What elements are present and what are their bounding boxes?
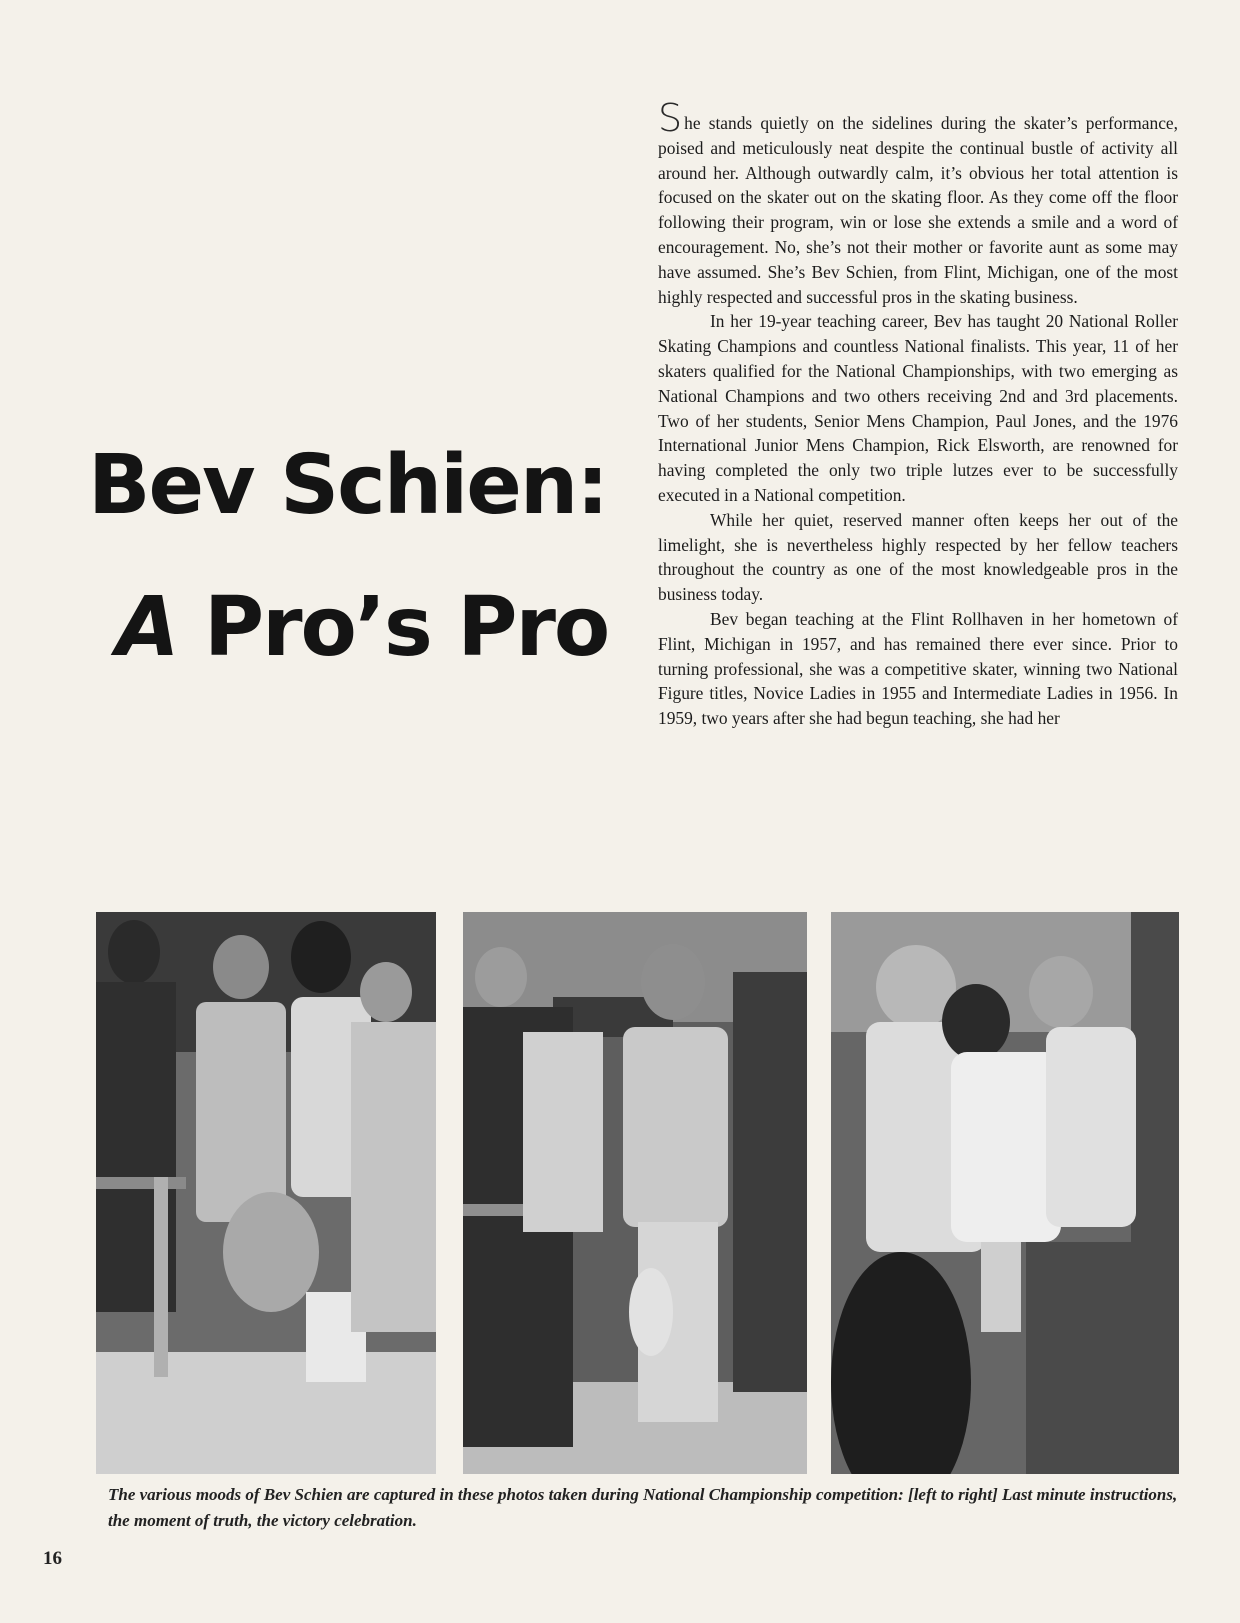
article-paragraph: In her 19-year teaching career, Bev has taught 20 National Roller Skating Champions and countless National finalists. This year, 11 of her skaters qualified for the National Championships, with two emerging as National Champions and two others receiving 2nd and 3rd placements. Two of her students, Senior Mens Champion, Paul Jones, and the 1976 International Junior Mens Champion, Rick Elsworth, are renowned for having completed the only two triple lutzes ever to be successfully executed in a National competition. — [658, 311, 1178, 505]
photo-caption: The various moods of Bev Schien are captured in these photos taken during National Championship competition: [left to right] Last minute instructions, the moment of truth, the victory celebration. — [108, 1485, 1178, 1530]
title-line-2-lead: A — [116, 580, 178, 675]
article-title — [88, 415, 648, 699]
drop-cap: S — [658, 96, 683, 140]
photo-victory-celebration — [831, 912, 1179, 1474]
article-paragraph: Bev began teaching at the Flint Rollhaven in her hometown of Flint, Michigan in 1957, and has remained there ever since. Prior to turning professional, she was a competitive skater, winning two National Figure titles, Novice Ladies in 1955 and Intermediate Ladies in 1956. In 1959, two years after she had begun teaching, she had her — [658, 608, 1178, 729]
article-paragraph: While her quiet, reserved manner often keeps her out of the limelight, she is nevertheless highly respected by her fellow teachers throughout the country as one of the most knowledgeable pros in the business today. — [658, 509, 1178, 605]
page-number: 16 — [43, 1548, 62, 1569]
photo-last-minute-instructions — [96, 912, 436, 1474]
article-paragraph — [658, 96, 1178, 309]
paragraph-text: he stands quietly on the sidelines during the skater’s performance, poised and meticulously neat despite the continual bustle of activity all around her. Although outwardly calm, it’s obvious her total attention is focused on the skater out on the skating floor. As they come off the floor following their program, win or lose she extends a smile and a word of encouragement. No, she’s not their mother or favorite aunt as some may have assumed. She’s Bev Schien, from Flint, Michigan, one of the most highly respected and successful pros in the skating business. — [658, 113, 1178, 307]
title-line-2 — [88, 557, 648, 699]
title-line-1: Bev Schien: — [88, 438, 608, 533]
photo-moment-of-truth — [463, 912, 807, 1474]
article-body — [658, 96, 1178, 731]
title-line-2-rest: Pro’s Pro — [177, 580, 609, 675]
